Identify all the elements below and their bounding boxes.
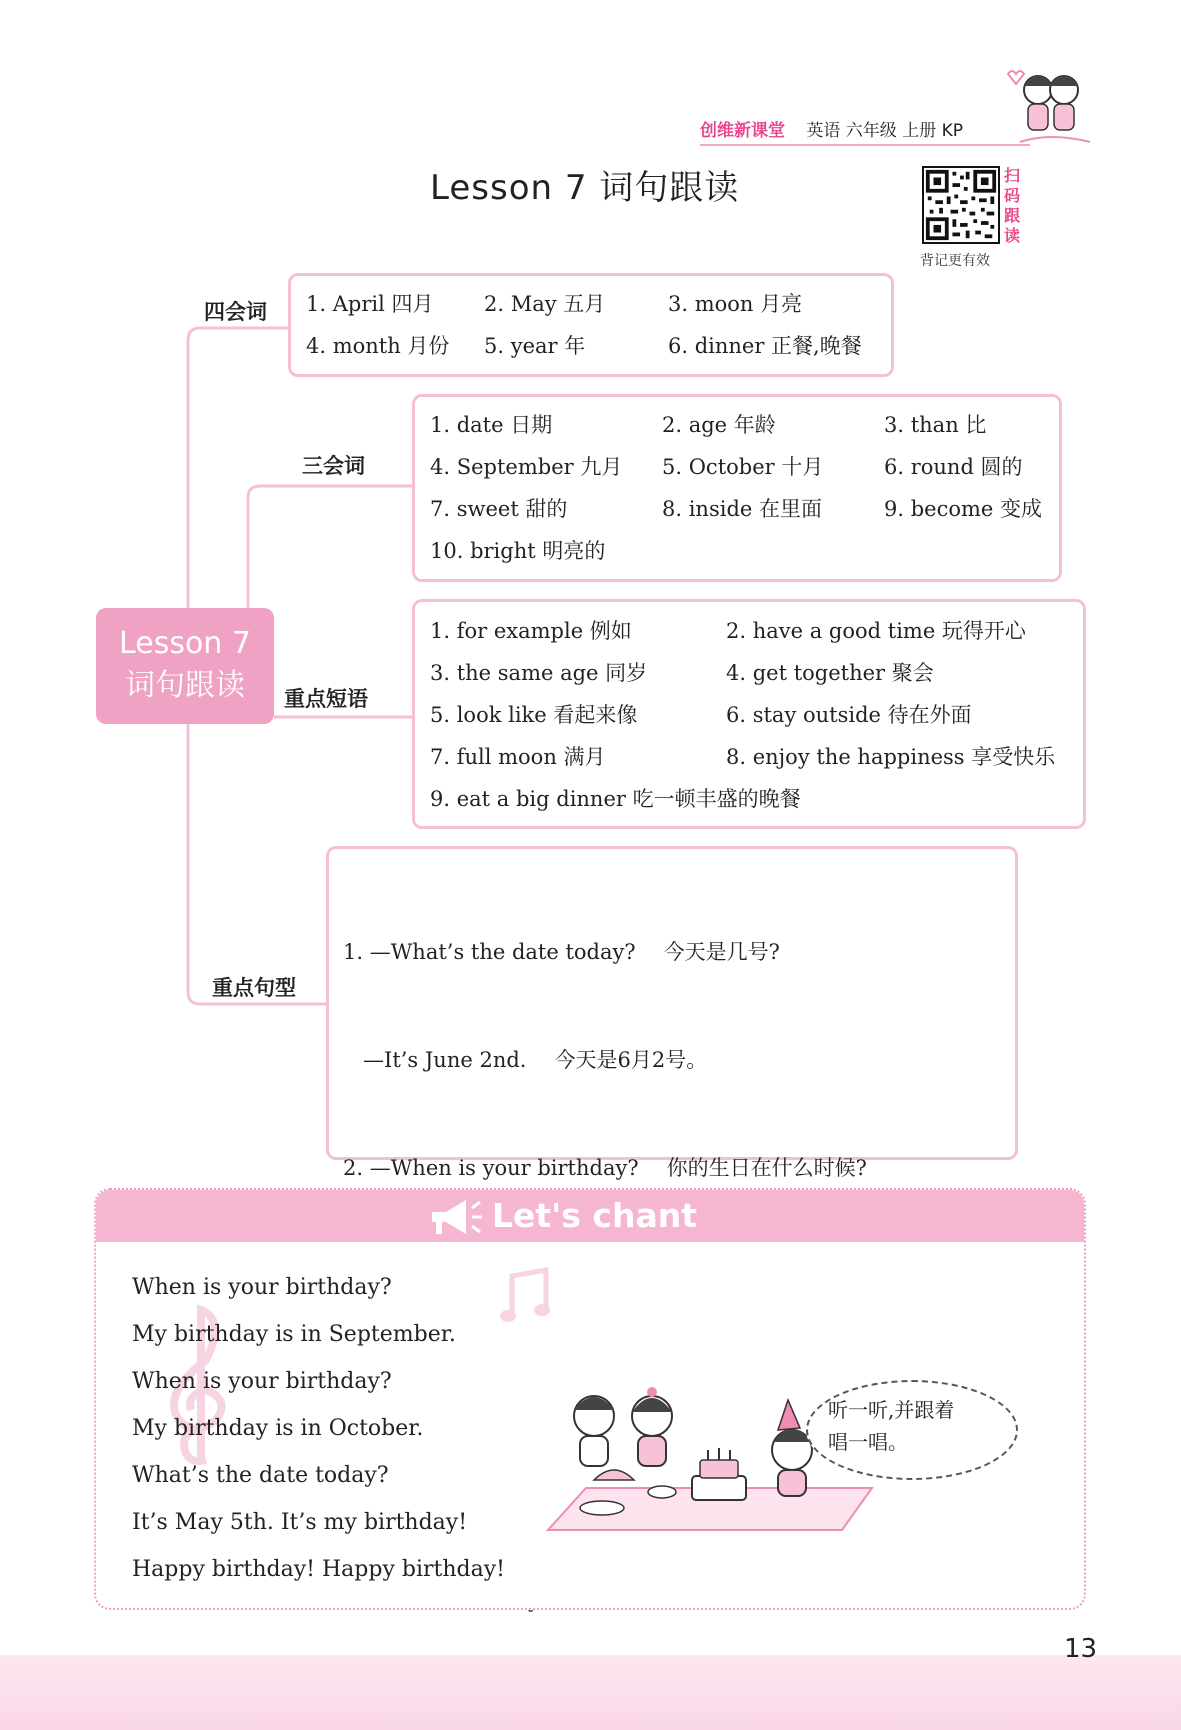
word-item: 2. May 五月 xyxy=(484,292,606,316)
chant-line: My birthday is in October. xyxy=(132,1416,424,1441)
phrase-item: 7. full moon 满月 xyxy=(430,745,606,769)
chant-line: When is your birthday? xyxy=(132,1369,392,1394)
word-item: 8. inside 在里面 xyxy=(662,497,822,521)
chant-line: It’s May 5th. It’s my birthday! xyxy=(132,1510,468,1535)
phrase-item: 4. get together 聚会 xyxy=(726,661,934,685)
center-node-subtitle: 词句跟读 xyxy=(125,668,245,703)
bubble-line: 听一听,并跟着 xyxy=(828,1398,955,1422)
sentence-line: —It’s June 2nd. 今天是6月2号。 xyxy=(343,1048,708,1072)
chant-title: Let's chant xyxy=(492,1196,698,1235)
phrase-item: 1. for example 例如 xyxy=(430,619,632,643)
qr-caption: 背记更有效 xyxy=(920,253,990,269)
word-item: 6. round 圆的 xyxy=(884,455,1023,479)
label-four-skill-words: 四会词 xyxy=(204,300,267,324)
phrase-item: 9. eat a big dinner 吃一顿丰盛的晚餐 xyxy=(430,787,801,811)
qr-code-icon[interactable] xyxy=(922,166,1000,244)
word-item: 5. October 十月 xyxy=(662,455,824,479)
word-item: 10. bright 明亮的 xyxy=(430,539,606,563)
speech-bubble-text xyxy=(828,1394,954,1458)
phrase-item: 2. have a good time 玩得开心 xyxy=(726,619,1026,643)
kids-illustration-icon xyxy=(1000,62,1095,152)
phrase-item: 8. enjoy the happiness 享受快乐 xyxy=(726,745,1056,769)
book-meta: 英语 六年级 上册 KP xyxy=(806,121,964,141)
qr-scan-label: 扫码跟读 xyxy=(1004,166,1021,245)
word-item: 1. date 日期 xyxy=(430,413,553,437)
word-item: 3. than 比 xyxy=(884,413,987,437)
sentence-line: 2. —When is your birthday? 你的生日在什么时候? xyxy=(343,1156,867,1180)
phrase-item: 3. the same age 同岁 xyxy=(430,661,648,685)
center-node xyxy=(96,608,274,724)
phrase-item: 6. stay outside 待在外面 xyxy=(726,703,972,727)
word-item: 4. month 月份 xyxy=(306,334,450,358)
chant-line: What’s the date today? xyxy=(132,1463,389,1488)
chant-line: When is your birthday? xyxy=(132,1275,392,1300)
page-header xyxy=(700,116,963,141)
footer-band xyxy=(0,1655,1181,1730)
word-item: 6. dinner 正餐,晚餐 xyxy=(668,334,862,358)
word-item: 1. April 四月 xyxy=(306,292,434,316)
label-key-sentences: 重点句型 xyxy=(212,976,296,1000)
label-key-phrases: 重点短语 xyxy=(284,687,368,711)
phrase-item: 5. look like 看起来像 xyxy=(430,703,638,727)
word-item: 3. moon 月亮 xyxy=(668,292,803,316)
chant-line: My birthday is in September. xyxy=(132,1322,456,1347)
chant-line: Happy birthday! Happy birthday! xyxy=(132,1557,506,1582)
word-item: 5. year 年 xyxy=(484,334,586,358)
word-item: 2. age 年龄 xyxy=(662,413,776,437)
word-item: 9. become 变成 xyxy=(884,497,1043,521)
label-three-skill-words: 三会词 xyxy=(302,454,365,478)
bubble-line: 唱一唱。 xyxy=(828,1430,908,1454)
word-item: 7. sweet 甜的 xyxy=(430,497,568,521)
sentence-line: 1. —What’s the date today? 今天是几号? xyxy=(343,940,780,964)
header-divider xyxy=(700,144,1030,146)
page-number: 13 xyxy=(1064,1634,1098,1664)
word-item: 4. September 九月 xyxy=(430,455,623,479)
page-title: Lesson 7 词句跟读 xyxy=(430,168,740,208)
megaphone-icon xyxy=(426,1196,482,1238)
brand-name: 创维新课堂 xyxy=(700,121,785,141)
center-node-title: Lesson 7 xyxy=(119,626,251,661)
chant-lyrics xyxy=(132,1264,505,1593)
